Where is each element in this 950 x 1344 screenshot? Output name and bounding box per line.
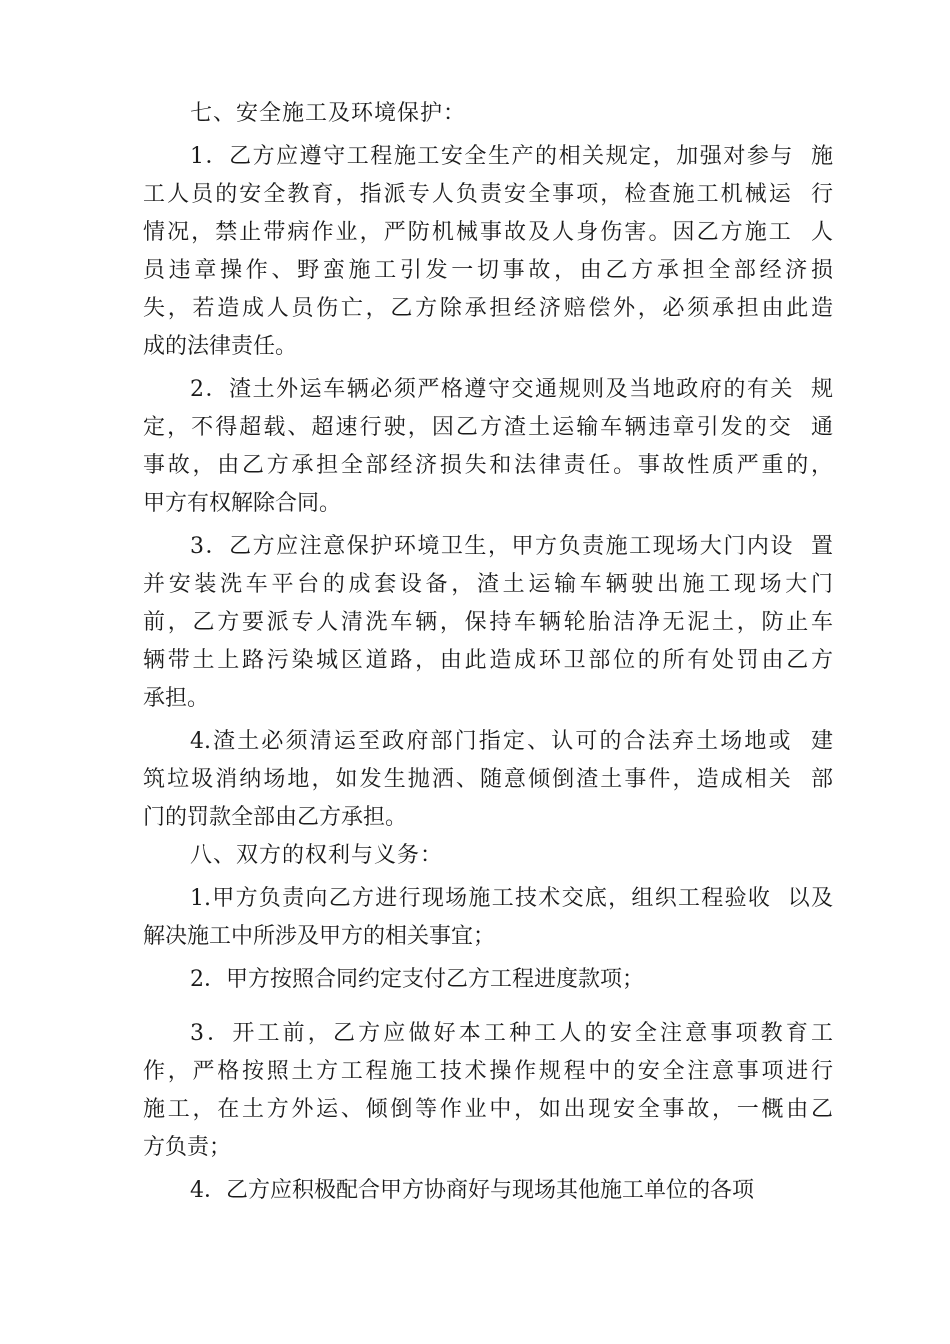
paragraph-line: 方负责；: [143, 1135, 232, 1160]
paragraph-line: 承担。: [143, 686, 210, 711]
paragraph-line: 施工，在土方外运、倾倒等作业中，如出现安全事故，一概由乙: [143, 1097, 833, 1122]
paragraph-line: 情况，禁止带病作业，严防机械事故及人身伤害。因乙方施工 人: [143, 220, 833, 245]
section-heading-safety: 七、安全施工及环境保护：: [190, 101, 467, 126]
paragraph-line: 筑垃圾消纳场地，如发生抛洒、随意倾倒渣土事件，造成相关 部: [143, 767, 833, 792]
paragraph-line: 辆带土上路污染城区道路，由此造成环卫部位的所有处罚由乙方: [143, 648, 833, 673]
paragraph-line: 事故，由乙方承担全部经济损失和法律责任。事故性质严重的，: [143, 453, 833, 478]
paragraph-line: 4．乙方应积极配合甲方协商好与现场其他施工单位的各项: [190, 1178, 754, 1203]
paragraph-line: 前，乙方要派专人清洗车辆，保持车辆轮胎洁净无泥土，防止车: [143, 610, 833, 635]
paragraph-line: 并安装洗车平台的成套设备，渣土运输车辆驶出施工现场大门: [143, 572, 833, 597]
paragraph-line: 1.甲方负责向乙方进行现场施工技术交底，组织工程验收 以及: [190, 886, 833, 911]
paragraph-line: 甲方有权解除合同。: [143, 491, 342, 516]
paragraph-line: 成的法律责任。: [143, 334, 298, 359]
paragraph-line: 解决施工中所涉及甲方的相关事宜；: [143, 924, 496, 949]
paragraph-line: 3．开工前，乙方应做好本工种工人的安全注意事项教育工: [190, 1021, 833, 1046]
paragraph-line: 作，严格按照土方工程施工技术操作规程中的安全注意事项进行: [143, 1059, 833, 1084]
paragraph-line: 4.渣土必须清运至政府部门指定、认可的合法弃土场地或 建: [190, 729, 833, 754]
paragraph-line: 2．甲方按照合同约定支付乙方工程进度款项；: [190, 967, 644, 992]
paragraph-line: 1．乙方应遵守工程施工安全生产的相关规定，加强对参与 施: [190, 144, 833, 169]
paragraph-line: 2．渣土外运车辆必须严格遵守交通规则及当地政府的有关 规: [190, 377, 833, 402]
paragraph-line: 失，若造成人员伤亡，乙方除承担经济赔偿外，必须承担由此造: [143, 296, 833, 321]
paragraph-line: 3．乙方应注意保护环境卫生，甲方负责施工现场大门内设 置: [190, 534, 833, 559]
section-heading-rights: 八、双方的权利与义务：: [190, 843, 444, 868]
paragraph-line: 门的罚款全部由乙方承担。: [143, 805, 408, 830]
paragraph-line: 工人员的安全教育，指派专人负责安全事项，检查施工机械运 行: [143, 182, 833, 207]
paragraph-line: 员违章操作、野蛮施工引发一切事故，由乙方承担全部经济损: [143, 258, 833, 283]
paragraph-line: 定，不得超载、超速行驶，因乙方渣土运输车辆违章引发的交 通: [143, 415, 833, 440]
